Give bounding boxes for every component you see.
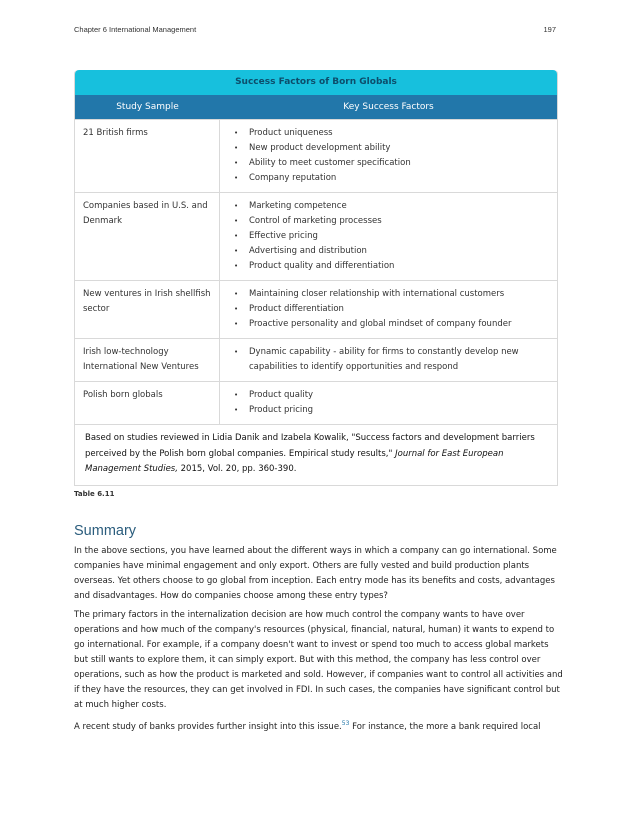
footnote-ref-53[interactable]: 53 xyxy=(341,720,350,727)
summary-body xyxy=(74,544,564,738)
factor-list-item: • New product development ability xyxy=(234,141,545,156)
success-factors-cell xyxy=(220,281,557,338)
table-header-row xyxy=(75,95,557,119)
table-caption: Table 6.11 xyxy=(74,490,115,498)
summary-paragraph-2: The primary factors in the internalization decision are how much control the company wants to have over operations and how much of the company's resources (physical, financial, natural, human) it wants to expend to go international. For example, if a company doesn't want to invest or spend too much to access global markets but still wants to explore them, it can simply export. But with this method, the company has less control over operations, such as how the product is marketed and sold. However, if companies want to control all activities and if they have the resources, they can get involved in FDI. In such cases, the companies have significant control but at much higher costs. xyxy=(74,609,563,710)
table-row xyxy=(75,119,557,192)
source-note-text: Based on studies reviewed in Lidia Danik and Izabela Kowalik, "Success factors and development barriers perceived by the Polish born global companies. Empirical study results," xyxy=(85,433,535,459)
success-factors-cell xyxy=(220,382,557,424)
success-factors-cell xyxy=(220,120,557,192)
study-sample-cell: Companies based in U.S. and Denmark xyxy=(75,193,220,280)
factor-list xyxy=(234,388,545,418)
factor-list-item: • Marketing competence xyxy=(234,199,545,214)
factor-list xyxy=(234,199,545,274)
factor-list-item: • Control of marketing processes xyxy=(234,214,545,229)
table-title: Success Factors of Born Globals xyxy=(75,70,557,95)
success-factors-cell xyxy=(220,339,557,381)
factor-list-item: • Maintaining closer relationship with international customers xyxy=(234,287,545,302)
paragraph-3-start: A recent study of banks provides further insight into this issue. xyxy=(74,721,342,732)
factor-list-item: • Company reputation xyxy=(234,171,545,186)
source-journal-title: Journal for East European Management Studies, xyxy=(85,448,504,474)
chapter-title: Chapter 6 International Management xyxy=(74,25,197,34)
column-header-key-success-factors: Key Success Factors xyxy=(343,102,434,112)
factor-list-item: • Ability to meet customer specification xyxy=(234,156,545,171)
factor-list xyxy=(234,345,545,375)
summary-paragraph-3 xyxy=(74,716,564,735)
factor-list xyxy=(234,126,545,186)
success-factors-table xyxy=(74,70,558,486)
column-header-study-sample: Study Sample xyxy=(116,102,179,112)
summary-paragraph-1: In the above sections, you have learned about the different ways in which a company can go international. Some companies have minimal engagement and only export. Others are fully vested and build production plants overseas. Yet others choose to go global from inception. Each entry mode has its benefits and costs, advantages and disadvantages. How do companies choose among these entry types? xyxy=(74,546,557,601)
study-sample-cell: 21 British firms xyxy=(75,120,220,192)
factor-list xyxy=(234,287,545,332)
factor-list-item: • Proactive personality and global mindset of company founder xyxy=(234,317,545,332)
table-row xyxy=(75,280,557,338)
table-row xyxy=(75,338,557,381)
table-body xyxy=(75,119,557,424)
paragraph-3-end: For instance, the more a bank required local xyxy=(349,721,541,732)
study-sample-cell: Polish born globals xyxy=(75,382,220,424)
study-sample-cell: New ventures in Irish shellfish sector xyxy=(75,281,220,338)
factor-list-item: • Product pricing xyxy=(234,403,545,418)
factor-list-item: • Product uniqueness xyxy=(234,126,545,141)
success-factors-cell xyxy=(220,193,557,280)
page-number: 197 xyxy=(543,25,556,34)
running-header xyxy=(74,25,556,34)
study-sample-cell: Irish low-technology International New Ventures xyxy=(75,339,220,381)
factor-list-item: • Advertising and distribution xyxy=(234,244,545,259)
factor-list-item: • Product differentiation xyxy=(234,302,545,317)
table-row xyxy=(75,192,557,280)
factor-list-item: • Effective pricing xyxy=(234,229,545,244)
source-note-citation: 2015, Vol. 20, pp. 360-390. xyxy=(177,464,297,474)
table-row xyxy=(75,381,557,424)
table-source-note xyxy=(75,424,557,485)
summary-heading: Summary xyxy=(74,523,137,539)
factor-list-item: • Product quality and differentiation xyxy=(234,259,545,274)
factor-list-item: • Product quality xyxy=(234,388,545,403)
factor-list-item: • Dynamic capability - ability for firms to constantly develop new capabilities to identify opportunities and respond xyxy=(234,345,545,375)
